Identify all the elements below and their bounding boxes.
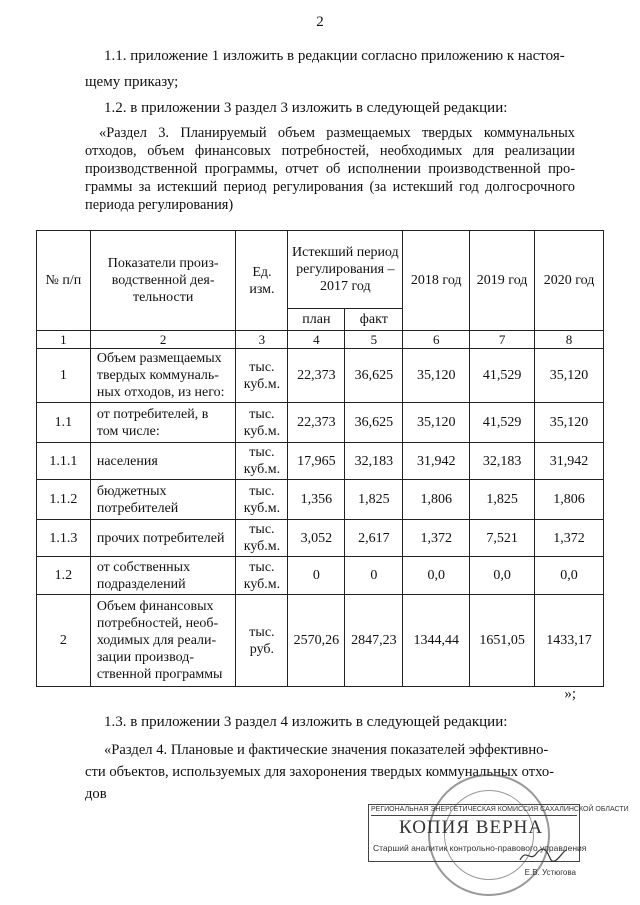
row-2020: 35,120 — [535, 403, 604, 443]
table-row — [37, 557, 604, 595]
paragraph-1-1-line-2: щему приказу; — [85, 74, 179, 90]
section-3-heading — [85, 124, 575, 214]
section-4-heading-line-2: сти объектов, используемых для захоронения твердых коммунальных отхо- — [85, 764, 555, 780]
paragraph-1-1-line-1: 1.1. приложение 1 изложить в редакции согласно приложению к настоя- — [104, 48, 565, 64]
header-2020: 2020 год — [535, 231, 604, 331]
header-fact: факт — [345, 309, 403, 331]
stamp-copy-text: КОПИЯ ВЕРНА — [399, 817, 544, 838]
row-name: прочих потребителей — [90, 520, 236, 557]
production-table — [36, 230, 604, 687]
header-plan: план — [288, 309, 345, 331]
page-number: 2 — [316, 14, 324, 30]
row-plan: 1,356 — [288, 480, 345, 520]
row-2019: 1651,05 — [470, 595, 535, 687]
col-number: 4 — [288, 331, 345, 349]
row-name: от потребителей, в том числе: — [90, 403, 236, 443]
table-row — [37, 349, 604, 403]
row-2019: 1,825 — [470, 480, 535, 520]
row-2019: 41,529 — [470, 349, 535, 403]
section-3-heading-line: «Раздел 3. Планируемый объем размещаемых твердых коммунальных — [99, 125, 575, 141]
col-number: 1 — [37, 331, 91, 349]
row-num: 1.1.3 — [37, 520, 91, 557]
row-name: Объем размещаемых твердых коммуналь-ных отходов, из него: — [90, 349, 236, 403]
col-number: 6 — [403, 331, 470, 349]
col-number: 5 — [345, 331, 403, 349]
row-plan: 2570,26 — [288, 595, 345, 687]
col-number: 3 — [236, 331, 288, 349]
table-row — [37, 443, 604, 480]
header-2018: 2018 год — [403, 231, 470, 331]
row-num: 1.1.1 — [37, 443, 91, 480]
row-plan: 17,965 — [288, 443, 345, 480]
row-num: 1.2 — [37, 557, 91, 595]
section-4-heading-line-3: дов — [85, 786, 107, 802]
row-fact: 1,825 — [345, 480, 403, 520]
row-num: 2 — [37, 595, 91, 687]
section-3-heading-line: периода регулирования) — [85, 197, 234, 213]
row-fact: 2,617 — [345, 520, 403, 557]
row-plan: 0 — [288, 557, 345, 595]
row-2020: 1433,17 — [535, 595, 604, 687]
row-unit: тыс. куб.м. — [236, 403, 288, 443]
section-3-heading-line: производственной программы, отчет об исполнении производственной про- — [85, 161, 575, 177]
row-fact: 36,625 — [345, 403, 403, 443]
row-fact: 0 — [345, 557, 403, 595]
col-number: 2 — [90, 331, 236, 349]
row-plan: 22,373 — [288, 349, 345, 403]
row-name: Объем финансовых потребностей, необ-ходимых для реали-зации производ-ственной программы — [90, 595, 236, 687]
table-row — [37, 520, 604, 557]
row-num: 1.1.2 — [37, 480, 91, 520]
row-unit: тыс. руб. — [236, 595, 288, 687]
header-indicator: Показатели произ-водственной дея-тельности — [90, 231, 236, 331]
paragraph-1-3: 1.3. в приложении 3 раздел 4 изложить в следующей редакции: — [104, 714, 508, 730]
row-fact: 2847,23 — [345, 595, 403, 687]
row-2018: 35,120 — [403, 349, 470, 403]
section-3-heading-line: граммы за истекший период регулирования (за истекший год долгосрочного — [85, 179, 575, 195]
col-number: 8 — [535, 331, 604, 349]
header-period: Истекший период регулирования – 2017 год — [288, 231, 403, 309]
row-name: от собственных подразделений — [90, 557, 236, 595]
row-2020: 31,942 — [535, 443, 604, 480]
row-2020: 0,0 — [535, 557, 604, 595]
row-plan: 22,373 — [288, 403, 345, 443]
signature-icon — [518, 846, 568, 864]
row-plan: 3,052 — [288, 520, 345, 557]
row-unit: тыс. куб.м. — [236, 349, 288, 403]
row-unit: тыс. куб.м. — [236, 443, 288, 480]
header-num: № п/п — [37, 231, 91, 331]
row-2018: 1344,44 — [403, 595, 470, 687]
row-2019: 32,183 — [470, 443, 535, 480]
section-3-heading-line: отходов, объем финансовых потребностей, необходимых для реализации — [85, 143, 575, 159]
certification-stamp — [368, 796, 629, 880]
header-2019: 2019 год — [470, 231, 535, 331]
table-row — [37, 595, 604, 687]
table-row — [37, 480, 604, 520]
header-unit: Ед. изм. — [236, 231, 288, 331]
row-2020: 1,372 — [535, 520, 604, 557]
paragraph-1-2: 1.2. в приложении 3 раздел 3 изложить в следующей редакции: — [104, 100, 508, 116]
quote-closing: »; — [564, 686, 576, 702]
row-2019: 7,521 — [470, 520, 535, 557]
row-name: бюджетных потребителей — [90, 480, 236, 520]
row-unit: тыс. куб.м. — [236, 480, 288, 520]
row-fact: 36,625 — [345, 349, 403, 403]
row-unit: тыс. куб.м. — [236, 557, 288, 595]
row-num: 1 — [37, 349, 91, 403]
row-2020: 35,120 — [535, 349, 604, 403]
table-row — [37, 403, 604, 443]
row-2020: 1,806 — [535, 480, 604, 520]
row-2018: 0,0 — [403, 557, 470, 595]
row-unit: тыс. куб.м. — [236, 520, 288, 557]
row-2018: 31,942 — [403, 443, 470, 480]
stamp-position: Старший аналитик контрольно-правового управления — [373, 843, 587, 853]
row-2018: 35,120 — [403, 403, 470, 443]
section-4-heading-line-1: «Раздел 4. Плановые и фактические значения показателей эффективно- — [104, 742, 549, 758]
row-name: населения — [90, 443, 236, 480]
row-2018: 1,372 — [403, 520, 470, 557]
row-2018: 1,806 — [403, 480, 470, 520]
row-num: 1.1 — [37, 403, 91, 443]
row-2019: 0,0 — [470, 557, 535, 595]
stamp-organization: РЕГИОНАЛЬНАЯ ЭНЕРГЕТИЧЕСКАЯ КОМИССИЯ САХАЛИНСКОЙ ОБЛАСТИ — [371, 805, 577, 816]
row-fact: 32,183 — [345, 443, 403, 480]
col-number: 7 — [470, 331, 535, 349]
stamp-signer: Е.В. Устюгова — [524, 868, 576, 877]
row-2019: 41,529 — [470, 403, 535, 443]
